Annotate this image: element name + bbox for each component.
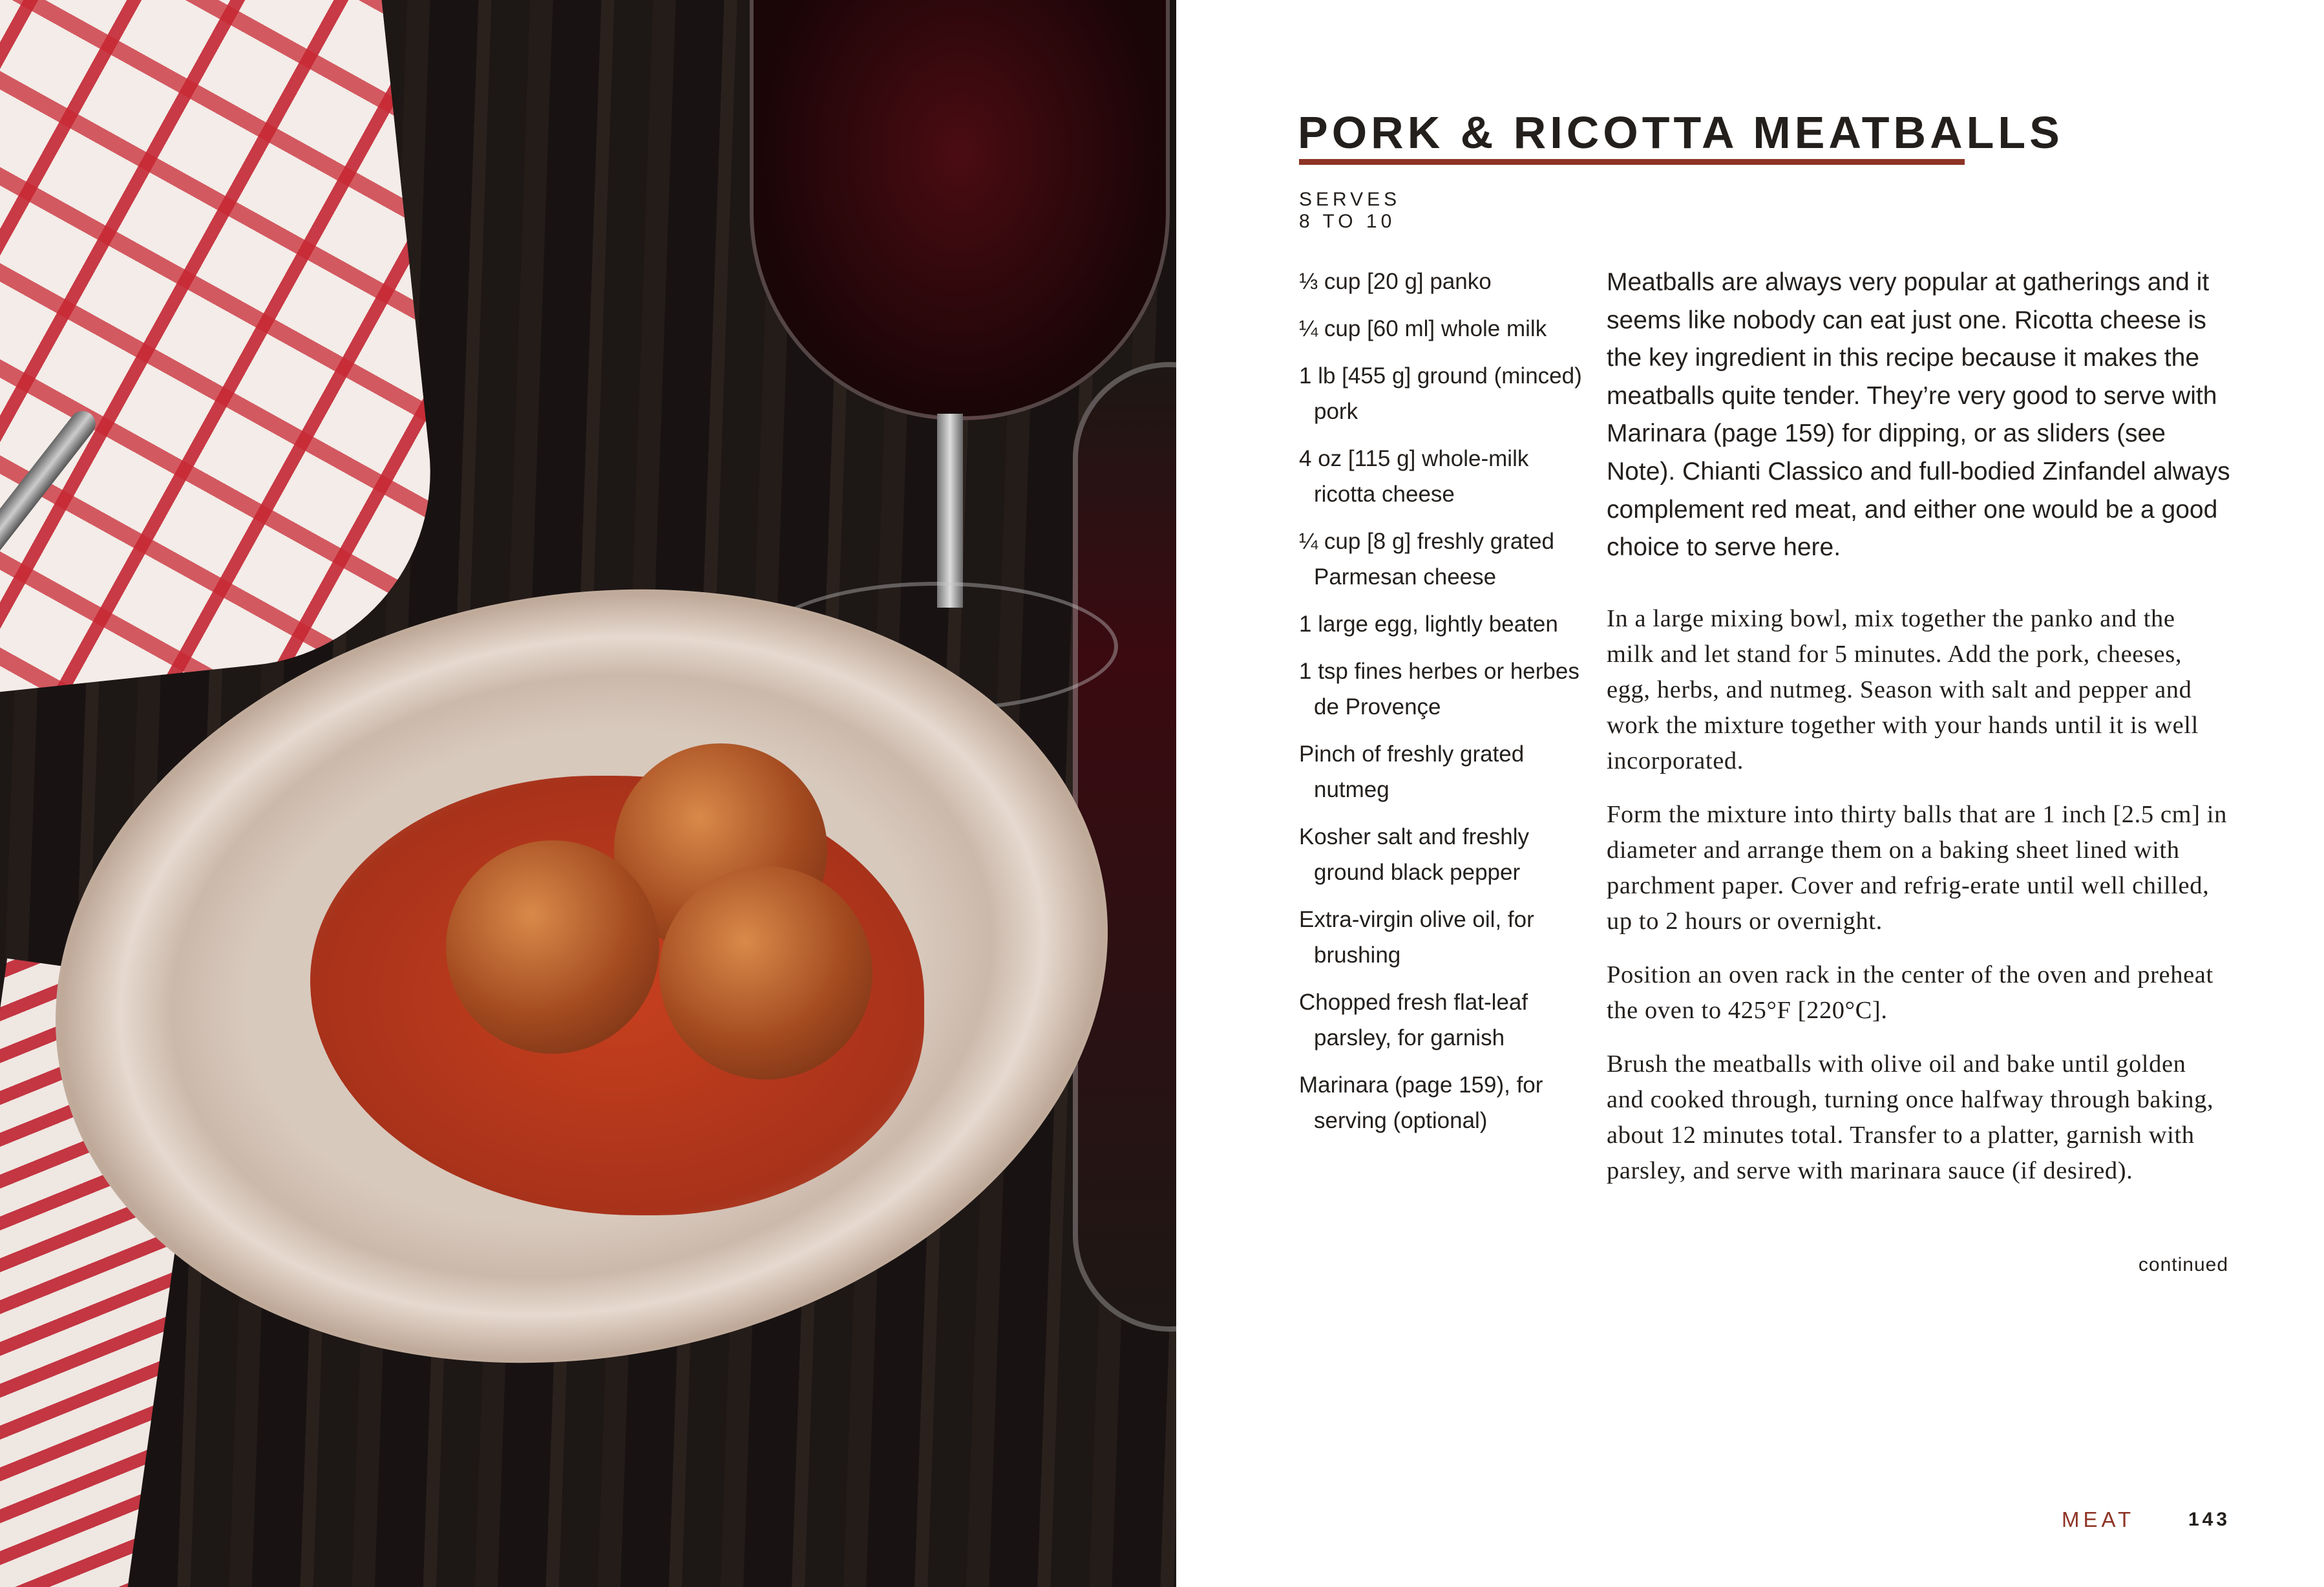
page-number: 143 <box>2188 1509 2231 1530</box>
method-step: Position an oven rack in the center of the oven and preheat the oven to 425°F [220°C]. <box>1607 961 2213 1024</box>
meatball <box>659 866 872 1080</box>
ingredient: 1 large egg, lightly beaten <box>1299 612 1558 637</box>
ingredient: ¼ cup [60 ml] whole milk <box>1299 316 1547 341</box>
ingredient: Chopped fresh flat-leaf parsley, for garnish <box>1299 990 1528 1050</box>
ingredient-list <box>1299 264 1596 1150</box>
wine-glass-stem <box>937 414 963 608</box>
title-rule <box>1299 159 1965 165</box>
ingredient: Extra-virgin olive oil, for brushing <box>1299 907 1534 968</box>
method-step: Brush the meatballs with olive oil and bake until golden and cooked through, turning once halfway through baking, about 12 minutes total. Transfer to a platter, garnish with parsley, and serve with marinara sauce (if desired). <box>1607 1050 2214 1184</box>
method-step: In a large mixing bowl, mix together the panko and the milk and let stand for 5 minutes. Add the pork, cheeses, egg, herbs, and nutmeg. Season with salt and pepper and work the mixture together with your hands until it is well incorporated. <box>1607 605 2199 774</box>
section-name: MEAT <box>2062 1507 2135 1531</box>
ingredient: Pinch of freshly grated nutmeg <box>1299 741 1525 802</box>
ingredient: Marinara (page 159), for serving (optional) <box>1299 1072 1543 1133</box>
ingredient: 4 oz [115 g] whole-milk ricotta cheese <box>1299 446 1529 507</box>
method-step: Form the mixture into thirty balls that are 1 inch [2.5 cm] in diameter and arrange them on a baking sheet lined with parchment paper. Cover and refrig-erate until well chilled, up to 2 hours or overnight. <box>1607 801 2227 935</box>
method-steps <box>1607 601 2227 1207</box>
recipe-intro: Meatballs are always very popular at gatherings and it seems like nobody can eat just one. Ricotta cheese is the key ingredient in this recipe because it makes the meatballs quite tender. They’re very good to serve with Marinara (page 159) for dipping, or as sliders (see Note). Chianti Classico and full-bodied Zinfandel always complement red meat, and either one would be a good choice to serve here. <box>1607 268 2230 562</box>
ingredient: ⅓ cup [20 g] panko <box>1299 269 1492 294</box>
ingredient: 1 lb [455 g] ground (minced) pork <box>1299 363 1582 424</box>
ingredient: ¼ cup [8 g] freshly grated Parmesan cheese <box>1299 529 1554 590</box>
recipe-title: PORK & RICOTTA MEATBALLS <box>1298 107 2064 158</box>
continued-label: continued <box>2138 1254 2228 1275</box>
ingredient: 1 tsp fines herbes or herbes de Provençe <box>1299 659 1579 719</box>
wine-glass <box>750 0 1170 420</box>
serves-label: SERVES 8 TO 10 <box>1299 189 1401 232</box>
meatball <box>446 840 659 1054</box>
plaid-napkin <box>0 0 449 696</box>
ingredient: Kosher salt and freshly ground black pepper <box>1299 824 1530 885</box>
